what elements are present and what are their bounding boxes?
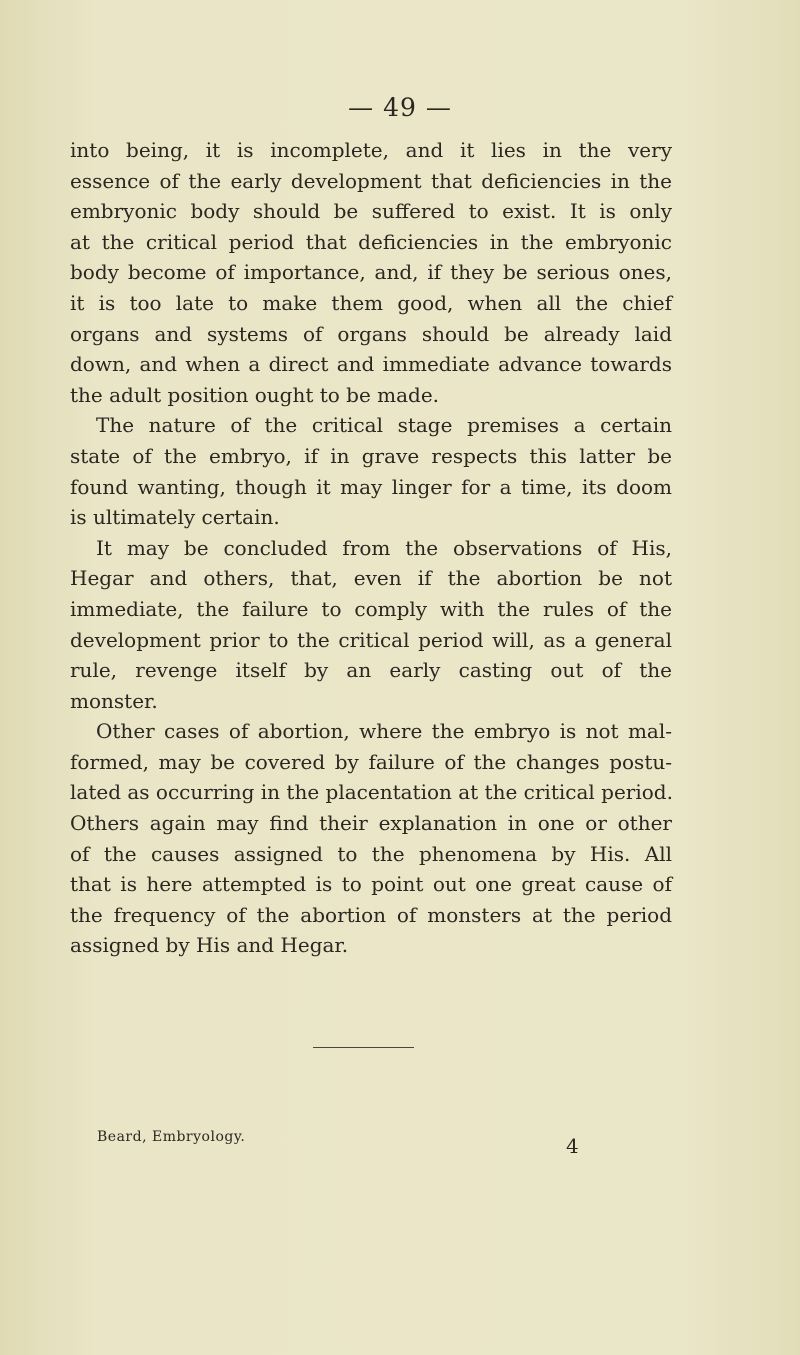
text-line: that is here attempted is to point out one great cause of bbox=[70, 872, 672, 897]
text-line: assigned by His and Hegar. bbox=[70, 933, 349, 958]
section-rule bbox=[313, 1047, 414, 1048]
text-line: at the critical period that deficiencies in the embryonic bbox=[70, 229, 672, 254]
text-line: of the causes assigned to the phenomena by His. All bbox=[70, 841, 672, 866]
text-line: body become of importance, and, if they be serious ones, bbox=[70, 260, 672, 285]
text-line: it is too late to make them good, when all the chief bbox=[70, 290, 672, 315]
text-line: into being, it is incomplete, and it lies in the very bbox=[70, 138, 672, 162]
text-line: monster. bbox=[70, 688, 158, 713]
text-line: immediate, the failure to comply with the rules of the bbox=[70, 596, 672, 621]
text-line: rule, revenge itself by an early casting out of the bbox=[70, 658, 672, 683]
text-line: is ultimately certain. bbox=[70, 505, 280, 530]
signature-mark: 4 bbox=[566, 1134, 579, 1158]
text-line: organs and systems of organs should be already laid bbox=[70, 321, 672, 346]
text-line: down, and when a direct and immediate advance towards bbox=[70, 352, 672, 377]
text-line: lated as occurring in the placentation at the critical period. bbox=[70, 780, 673, 805]
text-line: Other cases of abortion, where the embryo is not mal- bbox=[96, 719, 672, 744]
page-number: — 49 — bbox=[348, 93, 452, 122]
text-line: the frequency of the abortion of monsters at the period bbox=[70, 902, 672, 927]
text-line: Others again may find their explanation in one or other bbox=[70, 811, 672, 836]
text-line: The nature of the critical stage premises a certain bbox=[96, 413, 672, 438]
text-line: formed, may be covered by failure of the changes postu- bbox=[70, 749, 672, 774]
footer-reference: Beard, Embryology. bbox=[97, 1129, 246, 1145]
body-text bbox=[70, 135, 672, 961]
text-line: development prior to the critical period will, as a general bbox=[70, 627, 672, 652]
text-line: embryonic body should be suffered to exist. It is only bbox=[70, 199, 672, 224]
text-line: Hegar and others, that, even if the abortion be not bbox=[70, 566, 672, 591]
text-line: state of the embryo, if in grave respects this latter be bbox=[70, 443, 672, 468]
text-line: found wanting, though it may linger for a time, its doom bbox=[70, 474, 672, 499]
text-line: It may be concluded from the observations of His, bbox=[96, 535, 672, 560]
text-line: the adult position ought to be made. bbox=[70, 382, 440, 407]
text-line: essence of the early development that deficiencies in the bbox=[70, 168, 672, 193]
